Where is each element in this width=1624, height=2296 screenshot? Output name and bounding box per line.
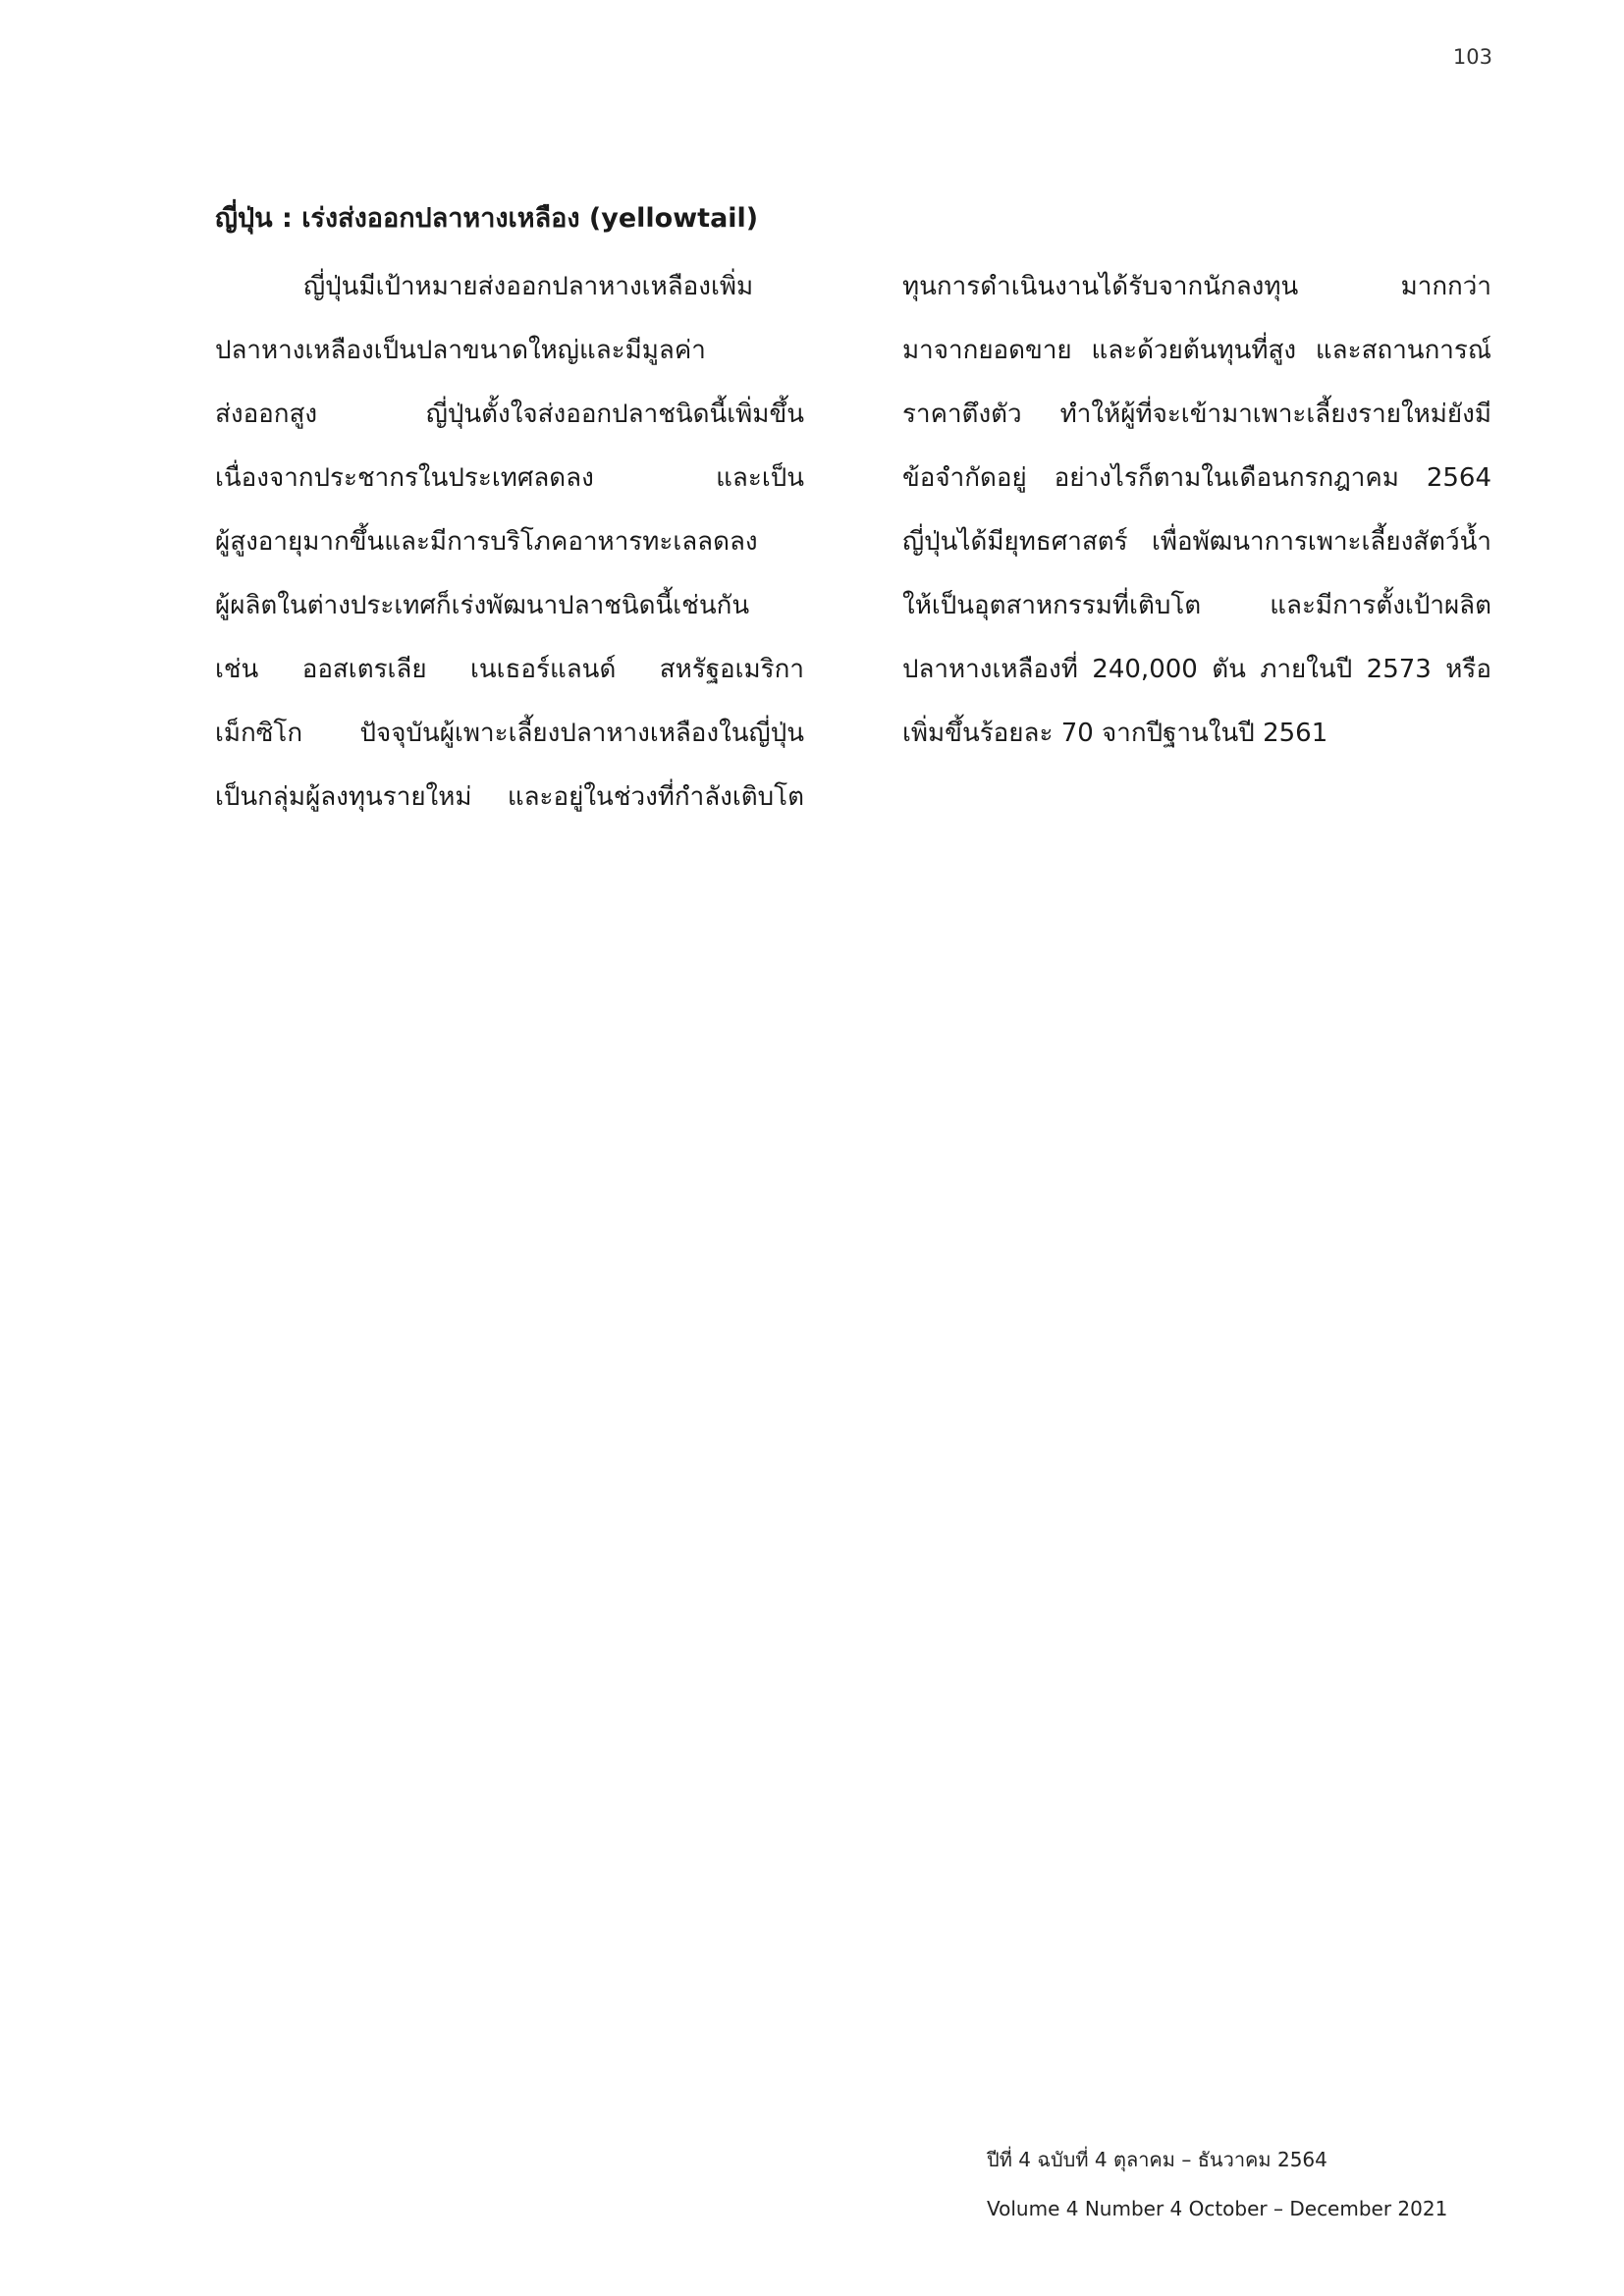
article-heading: ญี่ปุ่น : เร่งส่งออกปลาหางเหลือง (yellowtail) — [215, 203, 759, 234]
body-line: ผู้ผลิตในต่างประเทศก็เร่งพัฒนาปลาชนิดนี้เช่นกัน — [215, 591, 750, 620]
body-line: ราคาตึงตัว ทำให้ผู้ที่จะเข้ามาเพาะเลี้ยงรายใหม่ยังมี — [902, 400, 1491, 429]
body-line: ผู้สูงอายุมากขึ้นและมีการบริโภคอาหารทะเลลดลง — [215, 527, 758, 557]
journal-footer — [987, 2135, 1447, 2233]
body-line: เช่น ออสเตรเลีย เนเธอร์แลนด์ สหรัฐอเมริกา — [215, 655, 804, 684]
issue-info-english: Volume 4 Number 4 October – December 2021 — [987, 2197, 1448, 2220]
body-line: เป็นกลุ่มผู้ลงทุนรายใหม่ และอยู่ในช่วงที่กำลังเติบโต — [215, 782, 804, 812]
body-line: ญี่ปุ่นมีเป้าหมายส่งออกปลาหางเหลืองเพิ่ม — [303, 272, 754, 301]
body-line: เม็กซิโก ปัจจุบันผู้เพาะเลี้ยงปลาหางเหลืองในญี่ปุ่น — [215, 719, 804, 748]
body-line: ญี่ปุ่นได้มียุทธศาสตร์ เพื่อพัฒนาการเพาะเลี้ยงสัตว์น้ำ — [902, 527, 1491, 557]
body-line: มาจากยอดขาย และด้วยต้นทุนที่สูง และสถานการณ์ — [902, 336, 1491, 365]
body-line: ข้อจำกัดอยู่ อย่างไรก็ตามในเดือนกรกฎาคม 2564 — [902, 463, 1491, 493]
body-column-left — [215, 255, 804, 829]
body-line: ส่งออกสูง ญี่ปุ่นตั้งใจส่งออกปลาชนิดนี้เพิ่มขึ้น — [215, 400, 804, 429]
body-line: ทุนการดำเนินงานได้รับจากนักลงทุน มากกว่า — [902, 272, 1491, 301]
body-line: เนื่องจากประชากรในประเทศลดลง และเป็น — [215, 463, 804, 493]
body-line: ปลาหางเหลืองเป็นปลาขนาดใหญ่และมีมูลค่า — [215, 336, 706, 365]
issue-info-thai: ปีที่ 4 ฉบับที่ 4 ตุลาคม – ธันวาคม 2564 — [987, 2148, 1327, 2171]
body-line: เพิ่มขึ้นร้อยละ 70 จากปีฐานในปี 2561 — [902, 719, 1328, 748]
body-line: ให้เป็นอุตสาหกรรมที่เติบโต และมีการตั้งเป้าผลิต — [902, 591, 1491, 620]
page-number: 103 — [1452, 45, 1492, 69]
body-column-right — [902, 255, 1491, 766]
body-line: ปลาหางเหลืองที่ 240,000 ตัน ภายในปี 2573 หรือ — [902, 655, 1491, 684]
